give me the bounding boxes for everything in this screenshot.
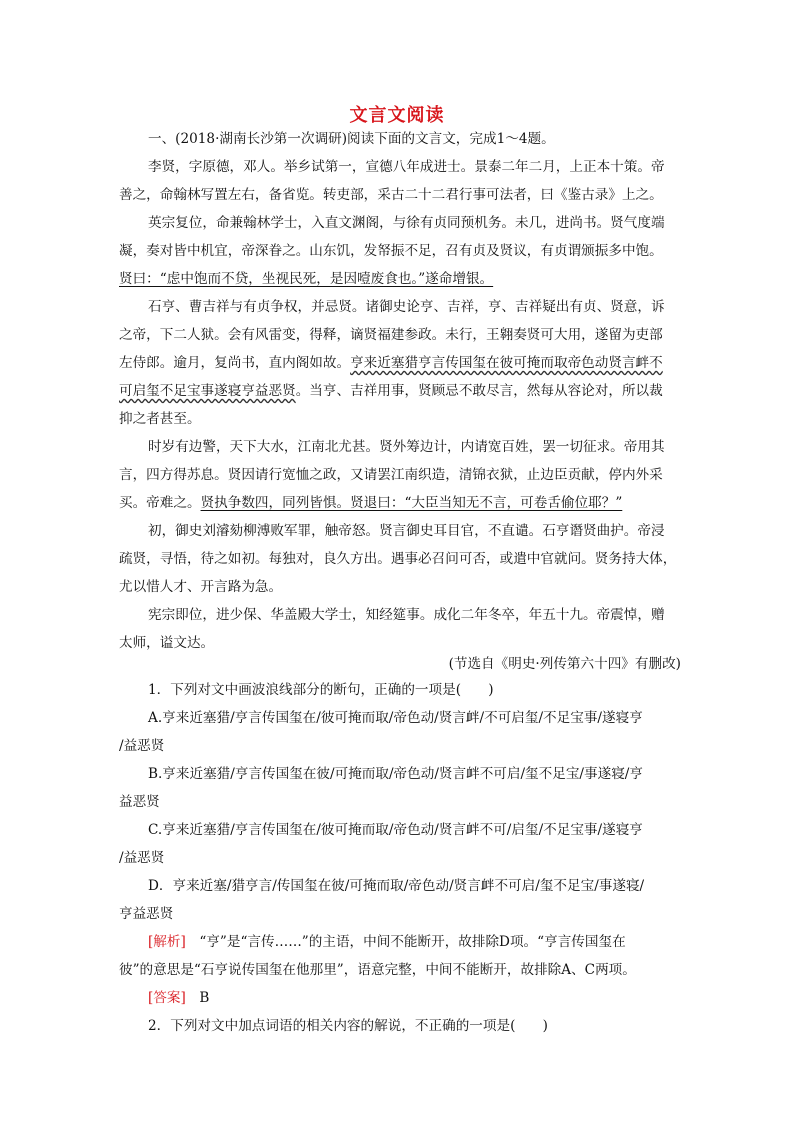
p3-wavy-part-1: 亨来近塞猎亨言传国玺在彼可掩而取帝色动贤言衅不 [350, 355, 663, 371]
analysis-line-2: 彼”的意思是“石亨说传国玺在他那里”，语意完整，中间不能断开，故排除A、C两项。 [119, 962, 636, 978]
p3-rest-2: 抑之者甚至。 [119, 411, 201, 427]
source-citation: (节选自《明史·列传第六十四》有删改) [448, 656, 681, 672]
p3-line-1: 石亨、曹吉祥与有贞争权，并忌贤。诸御史论亨、吉祥，亨、吉祥疑出有贞、贤意，诉 [148, 299, 665, 315]
p4-line-3-text: 买。帝难之。 [119, 495, 201, 511]
p5-line-3: 尤以惜人才、开言路为急。 [119, 579, 283, 595]
p1-line-1: 李贤，字原德，邓人。举乡试第一，宣德八年成进士。景泰二年二月，上正本十策。帝 [148, 159, 665, 175]
q1-option-a-2: /益恶贤 [119, 738, 165, 754]
p5-line-2: 疏贤，寻悟，待之如初。每独对，良久方出。遇事必召问可否，或遣中官就问。贤务持大体， [119, 551, 677, 567]
p3-line-3 [119, 354, 663, 372]
p1-line-2: 善之，命翰林写置左右，备省览。转吏部，采古二十二君行事可法者，曰《鉴古录》上之。 [119, 187, 663, 203]
p4-line-2: 言，四方得苏息。贤因请行宽恤之政，又请罢江南织造，清锦衣狱，止边臣贡献，停内外采 [119, 467, 663, 483]
q1-stem: 1．下列对文中画波浪线部分的断句，正确的一项是( ) [148, 682, 494, 698]
intro-line: 一、(2018·湖南长沙第一次调研)阅读下面的文言文，完成1～4题。 [148, 131, 555, 147]
p3-line-3-text: 左侍郎。逾月，复尚书，直内阁如故。 [119, 355, 351, 371]
p3-wavy-part-2: 可启玺不足宝事遂寝亨益恶贤 [119, 383, 296, 399]
p6-line-2: 太师，谥文达。 [119, 635, 215, 651]
answer-tag: [答案] [148, 990, 186, 1006]
q1-option-a-1: A.亨来近塞猎/亨言传国玺在/彼可掩而取/帝色动/贤言衅/不可启玺/不足宝事/遂寝亨 [148, 710, 643, 726]
analysis-tag: [解析] [148, 934, 186, 950]
analysis-line-1 [148, 933, 626, 951]
p6-line-1: 宪宗即位，进少保、华盖殿大学士，知经筵事。成化二年冬卒，年五十九。帝震悼，赠 [148, 607, 665, 623]
p4-underlined-part: 贤执争数四，同列皆惧。贤退曰：“大臣当知无不言，可卷舌偷位耶？” [200, 495, 623, 511]
p4-line-1: 时岁有边警，天下大水，江南北尤甚。贤外筹边计，内请宽百姓，罢一切征求。帝用其 [148, 439, 665, 455]
p3-line-4 [119, 382, 663, 400]
analysis-text-1: “亨”是“言传……”的主语，中间不能断开，故排除D项。“亨言传国玺在 [199, 934, 626, 950]
q1-option-c-1: C.亨来近塞猎/亨言传国玺在/彼可掩而取/帝色动/贤言衅不可/启玺/不足宝事/遂寝亨 [148, 822, 643, 838]
q1-option-d-1: D．亨来近塞/猎亨言/传国玺在彼/可掩而取/帝色动/贤言衅不可启/玺不足宝/事遂寝/ [148, 878, 645, 894]
p2-underlined-line: 贤曰：“虑中饱而不贷，坐视民死，是因噎废食也。”遂命增银。 [119, 271, 494, 287]
q1-option-b-1: B.亨来近塞猎/亨言传国玺在彼/可掩而取/帝色动/贤言衅不可启/玺不足宝/事遂寝/亨 [148, 766, 643, 782]
doc-title: 文言文阅读 [349, 105, 445, 126]
q1-option-c-2: /益恶贤 [119, 850, 165, 866]
q1-option-d-2: 亨益恶贤 [119, 906, 174, 922]
p5-line-1: 初，御史刘濬劾柳溥败军罪，触帝怒。贤言御史耳目官，不直谴。石亨谮贤曲护。帝浸 [148, 523, 665, 539]
p2-line-1: 英宗复位，命兼翰林学士，入直文渊阁，与徐有贞同预机务。未几，进尚书。贤气度端 [148, 215, 665, 231]
p3-rest-1: 。当亨、吉祥用事，贤顾忌不敢尽言，然每从容论对，所以裁 [295, 383, 663, 399]
p2-line-2: 凝，奏对皆中机宜，帝深眷之。山东饥，发帑振不足，召有贞及贤议，有贞谓颁振多中饱。 [119, 243, 663, 259]
q2-stem: 2．下列对文中加点词语的相关内容的解说，不正确的一项是( ) [148, 1018, 548, 1034]
q1-option-b-2: 益恶贤 [119, 794, 160, 810]
answer-value: B [199, 990, 210, 1006]
answer-line [148, 989, 209, 1007]
p3-line-2: 之帝，下二人狱。会有风雷变，得释，谪贤福建参政。未行，王翱奏贤可大用，遂留为吏部 [119, 327, 663, 343]
p4-line-3 [119, 494, 622, 512]
